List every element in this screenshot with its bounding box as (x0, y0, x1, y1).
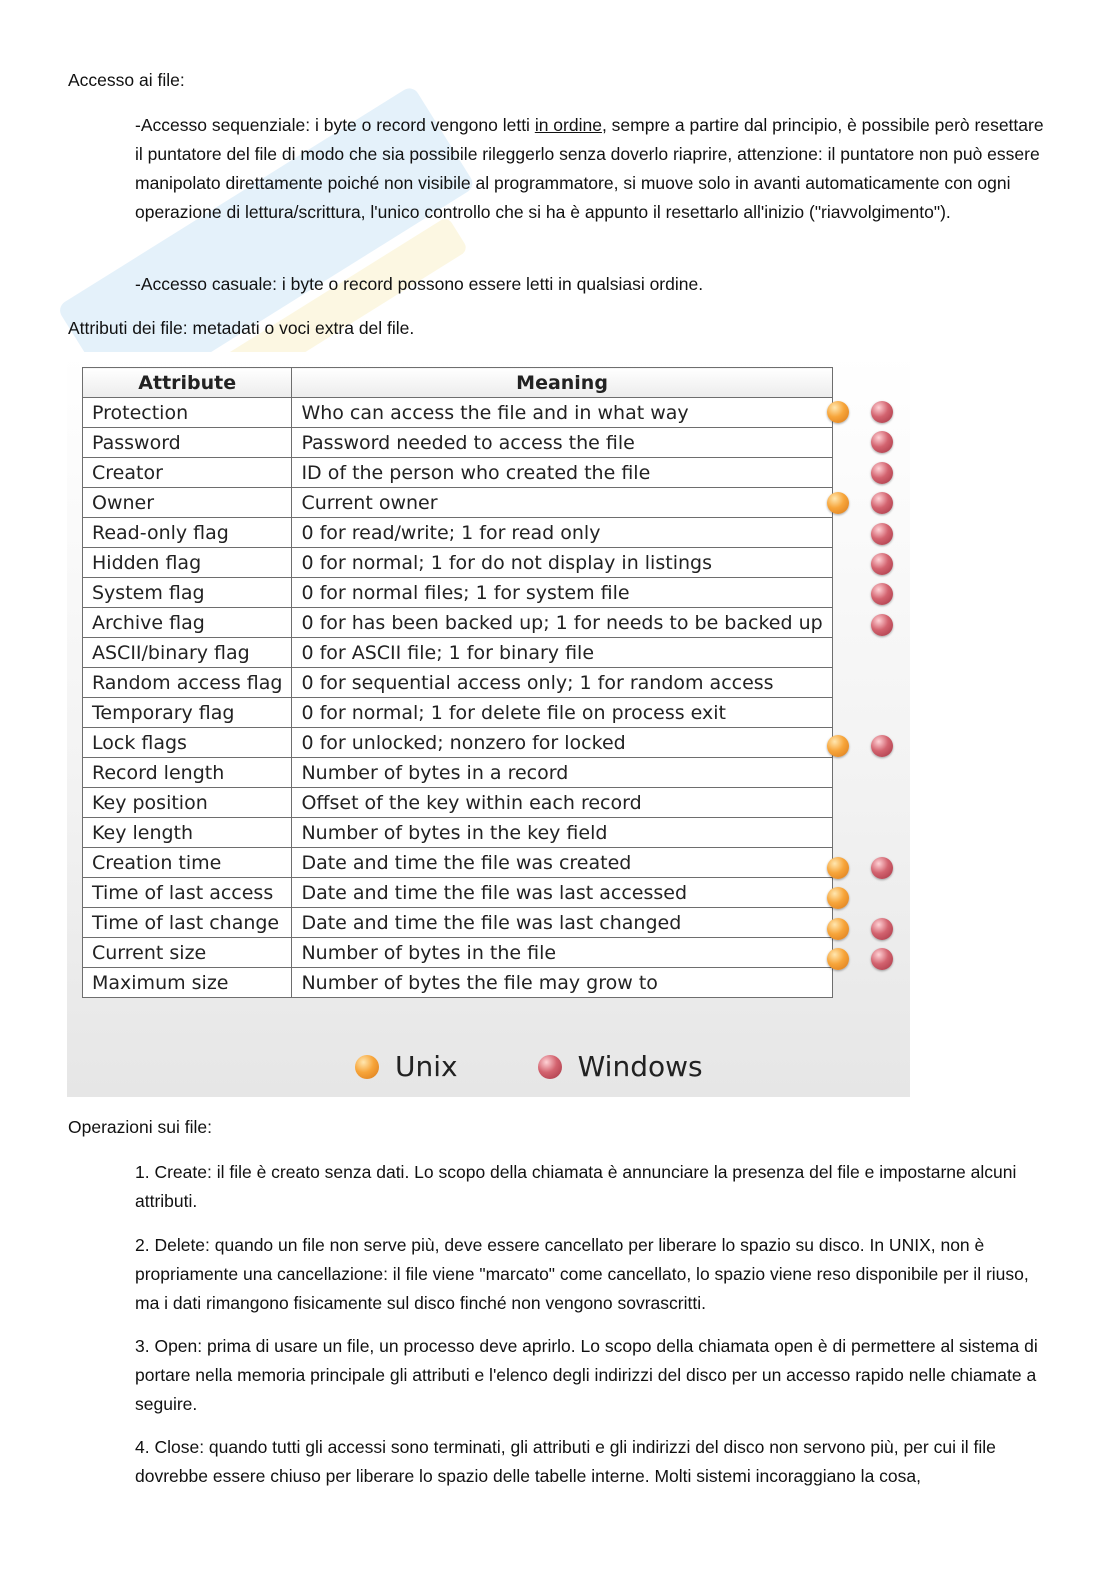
legend (355, 1050, 783, 1083)
marker-row (819, 640, 899, 670)
marker-row (819, 731, 899, 761)
attribute-cell: Record length (83, 758, 292, 788)
attribute-cell: Time of last change (83, 908, 292, 938)
windows-marker-icon (871, 583, 893, 605)
meaning-cell: Who can access the file and in what way (292, 398, 832, 428)
meaning-cell: Date and time the file was last accessed (292, 878, 832, 908)
table-row (83, 488, 833, 518)
attributes-table-body (83, 398, 833, 998)
table-row (83, 638, 833, 668)
attribute-cell: Key length (83, 818, 292, 848)
operation-item: 3. Open: prima di usare un file, un processo deve aprirlo. Lo scopo della chiamata open è di permettere al sistema di portare nella memoria principale gli attributi e l'elenco degli indirizzi del disco per un accesso rapido nelle chiamate a seguire. (135, 1336, 1038, 1414)
unix-marker-icon (827, 887, 849, 909)
windows-marker-icon (871, 614, 893, 636)
sequential-suffix: , sempre a partire dal principio, è possibile però resettare il puntatore del file di modo che sia possibile rileggerlo senza doverlo riaprire, attenzione: il puntatore non può essere manipolato direttamente poiché non visibile al programmatore, si muove solo in avanti automaticamente con ogni operazione di lettura/scrittura, l'unico controllo che si ha è appunto il resettarlo all'inizio ("riavvolgimento"). (135, 115, 1044, 222)
operation-item: 1. Create: il file è creato senza dati. Lo scopo della chiamata è annunciare la presenza del file e impostarne alcuni attributi. (135, 1162, 1017, 1211)
windows-marker-icon (871, 918, 893, 940)
attribute-cell: Owner (83, 488, 292, 518)
meaning-cell: 0 for normal; 1 for delete file on process exit (292, 698, 832, 728)
meaning-cell: 0 for sequential access only; 1 for random access (292, 668, 832, 698)
meaning-cell: 0 for has been backed up; 1 for needs to be backed up (292, 608, 832, 638)
attribute-cell: Lock flags (83, 728, 292, 758)
attribute-cell: Archive flag (83, 608, 292, 638)
table-row (83, 518, 833, 548)
sequential-prefix: -Accesso sequenziale: i byte o record vengono letti (135, 115, 535, 135)
table-row (83, 698, 833, 728)
sequential-underlined: in ordine (534, 115, 602, 135)
legend-unix-label: Unix (395, 1050, 458, 1083)
marker-row (819, 701, 899, 731)
table-row (83, 818, 833, 848)
windows-marker-icon (871, 492, 893, 514)
header-attribute: Attribute (83, 368, 292, 398)
marker-row (819, 944, 899, 974)
meaning-cell: Number of bytes in the key field (292, 818, 832, 848)
marker-row (819, 914, 899, 944)
attribute-cell: Read-only flag (83, 518, 292, 548)
attribute-cell: Temporary flag (83, 698, 292, 728)
attribute-cell: Random access flag (83, 668, 292, 698)
legend-unix (355, 1050, 458, 1083)
marker-row (819, 822, 899, 852)
operation-item: 2. Delete: quando un file non serve più, deve essere cancellato per liberare lo spazio su disco. In UNIX, non è propriamente una cancellazione: il file viene "marcato" come cancellato, lo spazio viene reso disponibile per il riuso, ma i dati rimangono fisicamente sul disco finché non vengono sovrascritti. (135, 1235, 1029, 1313)
windows-dot-icon (538, 1055, 562, 1079)
meaning-cell: Number of bytes in the file (292, 938, 832, 968)
header-meaning: Meaning (292, 368, 832, 398)
windows-marker-icon (871, 857, 893, 879)
meaning-cell: Date and time the file was created (292, 848, 832, 878)
attributes-table (82, 367, 833, 998)
table-row (83, 758, 833, 788)
operation-item: 4. Close: quando tutti gli accessi sono terminati, gli attributi e gli indirizzi del disco non servono più, per cui il file dovrebbe essere chiuso per liberare lo spazio delle tabelle interne. Molti sistemi incoraggiano la cosa, (135, 1437, 996, 1486)
meaning-cell: Offset of the key within each record (292, 788, 832, 818)
table-row (83, 728, 833, 758)
attribute-cell: Maximum size (83, 968, 292, 998)
operations-heading: Operazioni sui file: (68, 1117, 212, 1137)
meaning-cell: Current owner (292, 488, 832, 518)
random-access-paragraph: -Accesso casuale: i byte o record possono essere letti in qualsiasi ordine. (135, 274, 704, 294)
table-row (83, 848, 833, 878)
attribute-cell: Time of last access (83, 878, 292, 908)
windows-marker-icon (871, 948, 893, 970)
attribute-cell: ASCII/binary flag (83, 638, 292, 668)
windows-marker-icon (871, 462, 893, 484)
marker-row (819, 974, 899, 1004)
table-row (83, 938, 833, 968)
table-row (83, 788, 833, 818)
attribute-cell: Creator (83, 458, 292, 488)
table-row (83, 428, 833, 458)
table-row (83, 968, 833, 998)
meaning-cell: 0 for normal files; 1 for system file (292, 578, 832, 608)
windows-marker-icon (871, 735, 893, 757)
meaning-cell: 0 for normal; 1 for do not display in listings (292, 548, 832, 578)
table-row (83, 878, 833, 908)
table-row (83, 908, 833, 938)
marker-row (819, 488, 899, 518)
unix-marker-icon (827, 918, 849, 940)
os-support-markers (819, 397, 899, 1005)
attribute-cell: Current size (83, 938, 292, 968)
marker-row (819, 427, 899, 457)
meaning-cell: ID of the person who created the file (292, 458, 832, 488)
meaning-cell: Date and time the file was last changed (292, 908, 832, 938)
table-row (83, 578, 833, 608)
attribute-cell: Password (83, 428, 292, 458)
attribute-cell: Key position (83, 788, 292, 818)
marker-row (819, 397, 899, 427)
table-row (83, 458, 833, 488)
unix-marker-icon (827, 857, 849, 879)
marker-row (819, 853, 899, 883)
table-header-row (83, 368, 833, 398)
attribute-cell: Protection (83, 398, 292, 428)
marker-row (819, 519, 899, 549)
windows-marker-icon (871, 431, 893, 453)
table-row (83, 608, 833, 638)
marker-row (819, 883, 899, 913)
unix-marker-icon (827, 948, 849, 970)
meaning-cell: Password needed to access the file (292, 428, 832, 458)
attributes-figure (67, 352, 910, 1097)
meaning-cell: 0 for read/write; 1 for read only (292, 518, 832, 548)
attributes-heading: Attributi dei file: metadati o voci extra del file. (68, 318, 415, 338)
unix-marker-icon (827, 735, 849, 757)
unix-marker-icon (827, 492, 849, 514)
marker-row (819, 549, 899, 579)
unix-dot-icon (355, 1055, 379, 1079)
attribute-cell: System flag (83, 578, 292, 608)
marker-row (819, 792, 899, 822)
attribute-cell: Hidden flag (83, 548, 292, 578)
legend-windows-label: Windows (577, 1050, 703, 1083)
meaning-cell: Number of bytes the file may grow to (292, 968, 832, 998)
access-heading: Accesso ai file: (68, 70, 185, 90)
marker-row (819, 579, 899, 609)
table-row (83, 668, 833, 698)
unix-marker-icon (827, 401, 849, 423)
table-row (83, 398, 833, 428)
marker-row (819, 458, 899, 488)
sequential-access-paragraph (135, 111, 1045, 227)
table-row (83, 548, 833, 578)
windows-marker-icon (871, 553, 893, 575)
marker-row (819, 671, 899, 701)
meaning-cell: Number of bytes in a record (292, 758, 832, 788)
windows-marker-icon (871, 401, 893, 423)
attribute-cell: Creation time (83, 848, 292, 878)
meaning-cell: 0 for unlocked; nonzero for locked (292, 728, 832, 758)
marker-row (819, 610, 899, 640)
marker-row (819, 762, 899, 792)
legend-windows (538, 1050, 703, 1083)
meaning-cell: 0 for ASCII file; 1 for binary file (292, 638, 832, 668)
windows-marker-icon (871, 523, 893, 545)
